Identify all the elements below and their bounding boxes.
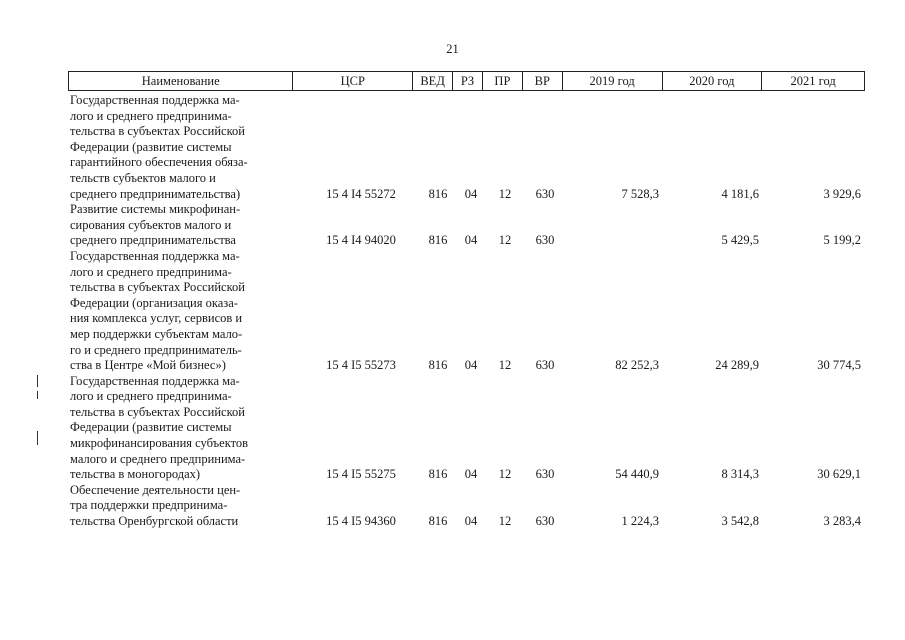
cell-ved: 816 bbox=[428, 358, 448, 373]
cell-name bbox=[68, 202, 293, 249]
cell-csr: 15 4 I4 55272 bbox=[326, 186, 396, 201]
name-line: лого и среднего предпринима- bbox=[70, 108, 232, 123]
cell-2020: 5 429,5 bbox=[721, 233, 759, 248]
name-line: среднего предпринимательства) bbox=[70, 186, 241, 201]
name-line: тельства Оренбургской области bbox=[70, 514, 239, 529]
cell-rz: 04 bbox=[464, 467, 478, 482]
name-line: Государственная поддержка ма- bbox=[70, 93, 240, 107]
cell-pr: 12 bbox=[498, 233, 512, 248]
cell-ved: 816 bbox=[428, 186, 448, 201]
header-2020: 2020 год bbox=[663, 72, 763, 90]
cell-vr: 630 bbox=[535, 514, 555, 529]
table-body bbox=[68, 93, 865, 530]
name-line: Федерации (развитие системы bbox=[70, 420, 232, 435]
header-2019: 2019 год bbox=[563, 72, 663, 90]
name-line: малого и среднего предпринима- bbox=[70, 451, 246, 466]
cell-csr: 15 4 I5 55275 bbox=[326, 467, 396, 482]
cell-name bbox=[68, 93, 293, 202]
cell-2019: 54 440,9 bbox=[615, 467, 659, 482]
name-line: тельства в субъектах Российской bbox=[70, 280, 245, 295]
cell-2019: 1 224,3 bbox=[621, 514, 659, 529]
table-row bbox=[68, 93, 865, 202]
margin-marks bbox=[34, 375, 42, 455]
name-line: Государственная поддержка ма- bbox=[70, 248, 240, 263]
cell-rz: 04 bbox=[464, 358, 478, 373]
name-line: тельства в моногородах) bbox=[70, 467, 201, 482]
cell-rz: 04 bbox=[464, 186, 478, 201]
name-line: тра поддержки предпринима- bbox=[70, 498, 228, 513]
name-line: Государственная поддержка ма- bbox=[70, 373, 240, 388]
cell-2020: 24 289,9 bbox=[715, 358, 759, 373]
header-csr: ЦСР bbox=[293, 72, 413, 90]
name-line: Федерации (организация оказа- bbox=[70, 295, 238, 310]
header-ved: ВЕД bbox=[413, 72, 453, 90]
cell-pr: 12 bbox=[498, 186, 512, 201]
cell-2021: 30 774,5 bbox=[817, 358, 861, 373]
cell-rz: 04 bbox=[464, 514, 478, 529]
name-line: тельства в субъектах Российской bbox=[70, 404, 245, 419]
cell-ved: 816 bbox=[428, 514, 448, 529]
header-pr: ПР bbox=[483, 72, 523, 90]
cell-name bbox=[68, 374, 293, 483]
cell-rz: 04 bbox=[464, 233, 478, 248]
cell-csr: 15 4 I5 55273 bbox=[326, 358, 396, 373]
cell-2021: 3 929,6 bbox=[823, 186, 861, 201]
cell-2021: 30 629,1 bbox=[817, 467, 861, 482]
cell-2021: 5 199,2 bbox=[823, 233, 861, 248]
name-line: тельств субъектов малого и bbox=[70, 170, 216, 185]
table-row bbox=[68, 202, 865, 249]
header-rz: РЗ bbox=[453, 72, 483, 90]
cell-vr: 630 bbox=[535, 186, 555, 201]
cell-name bbox=[68, 249, 293, 374]
name-line: тельства в субъектах Российской bbox=[70, 124, 245, 139]
name-line: ния комплекса услуг, сервисов и bbox=[70, 311, 243, 326]
page-number: 21 bbox=[446, 42, 459, 56]
name-line: микрофинансирования субъектов bbox=[70, 436, 249, 451]
cell-pr: 12 bbox=[498, 514, 512, 529]
cell-csr: 15 4 I4 94020 bbox=[326, 233, 396, 248]
name-line: Обеспечение деятельности цен- bbox=[70, 482, 241, 497]
cell-vr: 630 bbox=[535, 358, 555, 373]
cell-vr: 630 bbox=[535, 233, 555, 248]
header-name: Наименование bbox=[69, 72, 293, 90]
table-row bbox=[68, 483, 865, 530]
cell-csr: 15 4 I5 94360 bbox=[326, 514, 396, 529]
cell-pr: 12 bbox=[498, 467, 512, 482]
name-line: лого и среднего предпринима- bbox=[70, 264, 232, 279]
name-line: Развитие системы микрофинан- bbox=[70, 202, 241, 217]
name-line: го и среднего предприниматель- bbox=[70, 342, 242, 357]
cell-vr: 630 bbox=[535, 467, 555, 482]
name-line: среднего предпринимательства bbox=[70, 233, 236, 248]
cell-ved: 816 bbox=[428, 467, 448, 482]
header-vr: ВР bbox=[523, 72, 563, 90]
cell-ved: 816 bbox=[428, 233, 448, 248]
cell-2020: 4 181,6 bbox=[721, 186, 759, 201]
cell-pr: 12 bbox=[498, 358, 512, 373]
name-line: сирования субъектов малого и bbox=[70, 217, 232, 232]
cell-2019: 82 252,3 bbox=[615, 358, 659, 373]
table-row bbox=[68, 249, 865, 374]
header-2021: 2021 год bbox=[790, 74, 836, 88]
table-row bbox=[68, 374, 865, 483]
cell-2020: 8 314,3 bbox=[721, 467, 759, 482]
cell-2021: 3 283,4 bbox=[823, 514, 861, 529]
name-line: гарантийного обеспечения обяза- bbox=[70, 155, 248, 170]
name-line: ства в Центре «Мой бизнес») bbox=[70, 358, 226, 373]
cell-2020: 3 542,8 bbox=[721, 514, 759, 529]
table-header bbox=[68, 71, 865, 91]
name-line: лого и среднего предпринима- bbox=[70, 389, 232, 404]
cell-name bbox=[68, 483, 293, 530]
name-line: мер поддержки субъектам мало- bbox=[70, 326, 243, 341]
cell-2019: 7 528,3 bbox=[621, 186, 659, 201]
name-line: Федерации (развитие системы bbox=[70, 139, 232, 154]
